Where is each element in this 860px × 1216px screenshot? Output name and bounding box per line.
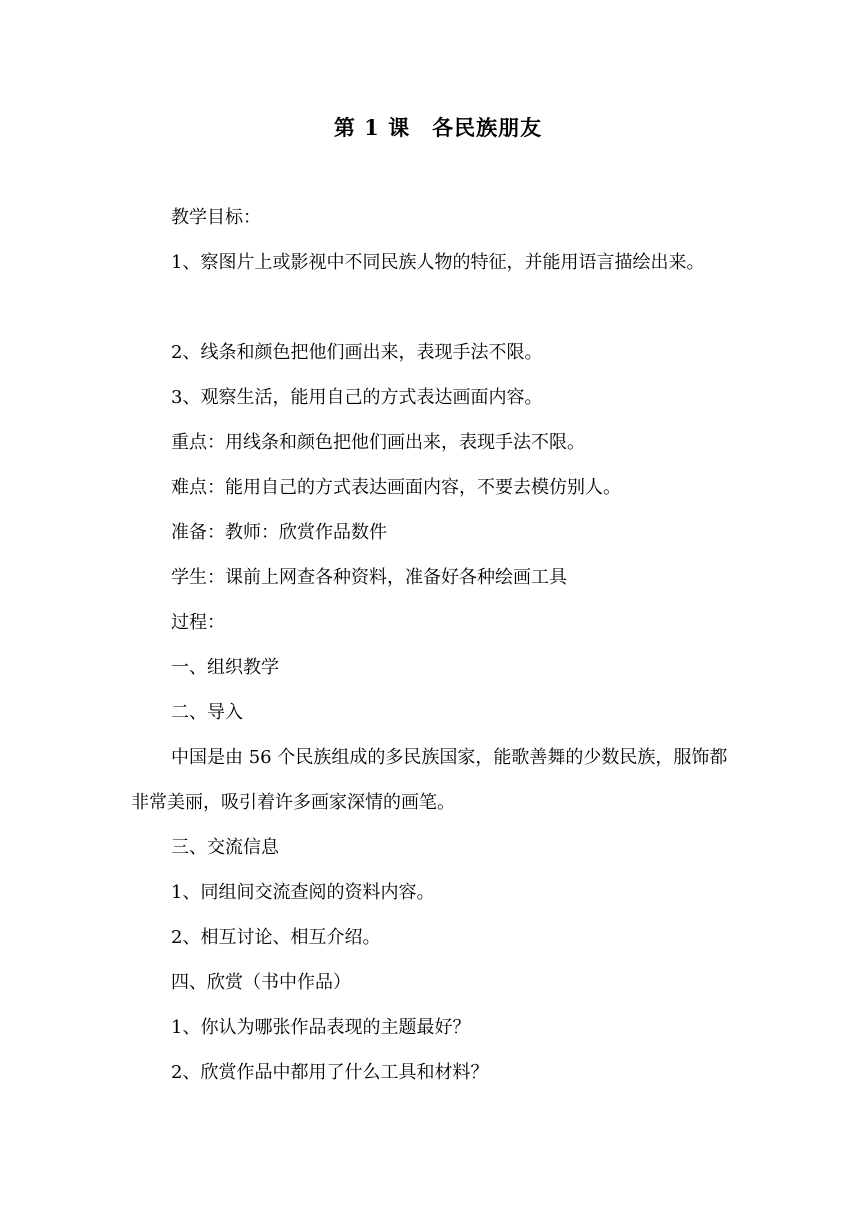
paragraph-intro-text: 中国是由 56 个民族组成的多民族国家，能歌善舞的少数民族，服饰都非常美丽，吸引着许多画家深情的画笔。 [131,747,728,813]
paragraph-process: 过程： [171,612,225,633]
paragraph-exchange-2: 2、相互讨论、相互介绍。 [171,927,381,948]
paragraph-question-2: 2、欣赏作品中都用了什么工具和材料？ [171,1062,489,1083]
paragraph-student-prep: 学生：课前上网查各种资料，准备好各种绘画工具 [171,567,567,588]
paragraph-key-point: 重点：用线条和颜色把他们画出来，表现手法不限。 [171,432,585,453]
paragraph-question-1: 1、你认为哪张作品表现的主题最好？ [171,1017,471,1038]
paragraph-exchange-1: 1、同组间交流查阅的资料内容。 [171,882,435,903]
paragraph-goal-2: 2、线条和颜色把他们画出来，表现手法不限。 [171,342,543,363]
paragraph-section-1: 一、组织教学 [171,657,279,678]
paragraph-section-3: 三、交流信息 [171,837,279,858]
paragraph-difficulty: 难点：能用自己的方式表达画面内容，不要去模仿别人。 [171,477,621,498]
paragraph-section-2: 二、导入 [171,702,243,723]
paragraph-teacher-prep: 准备：教师：欣赏作品数件 [171,522,387,543]
paragraph-teaching-goals: 教学目标： [171,207,261,228]
paragraph-goal-1: 1、察图片上或影视中不同民族人物的特征，并能用语言描绘出来。 [171,252,705,273]
paragraph-goal-3: 3、观察生活，能用自己的方式表达画面内容。 [171,387,543,408]
document-title: 第 1 课 各民族朋友 [333,115,543,140]
paragraph-section-4: 四、欣赏（书中作品） [171,972,351,993]
